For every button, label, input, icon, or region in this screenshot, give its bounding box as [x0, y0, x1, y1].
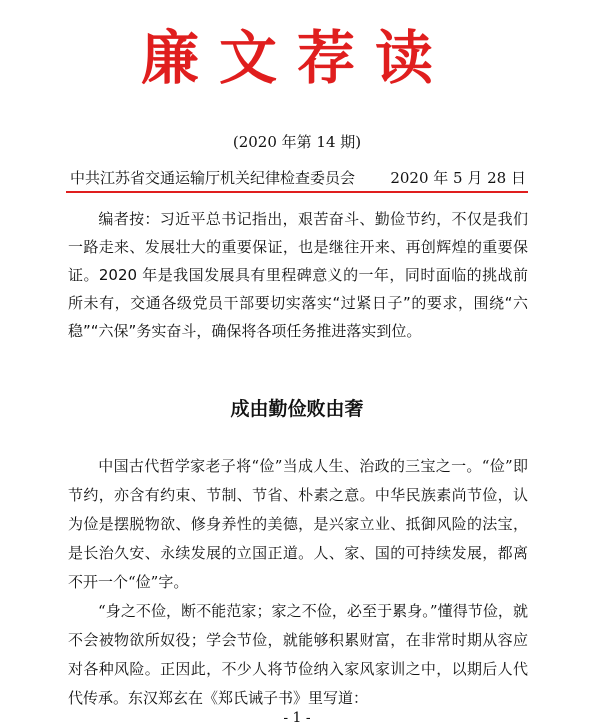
- article-paragraph: [68, 452, 528, 597]
- article-paragraph: [68, 597, 528, 713]
- publish-date: 2020 年 5 月 28 日: [390, 169, 526, 187]
- masthead-title: 廉文荐读: [140, 24, 453, 92]
- article-title: 成由勤俭败由奢: [230, 398, 364, 420]
- page-number: - 1 -: [283, 710, 311, 726]
- article-paragraph-text: 中国古代哲学家老子将“俭”当成人生、治政的三宝之一。“俭”即节约，亦含有约束、节制、节省、朴素之意。中华民族素尚节俭，认为俭是摆脱物欲、修身养性的美德，是兴家立业、抵御风险的法宝，是长治久安、永续发展的立国正道。人、家、国的可持续发展，都离不开一个“俭”字。: [68, 457, 528, 591]
- header-divider: [66, 191, 528, 193]
- organization-name: 中共江苏省交通运输厅机关纪律检查委员会: [70, 169, 356, 187]
- editor-note-text: 编者按：习近平总书记指出，艰苦奋斗、勤俭节约，不仅是我们一路走来、发展壮大的重要保证，也是继往开来、再创辉煌的重要保证。2020 年是我国发展具有里程碑意义的一年，同时面临的挑战前所未有，交通各级党员干部要切实落实“过紧日子”的要求，围绕“六稳”“六保”务实奋斗，确保将各项任务推进落实到位。: [68, 210, 528, 340]
- issue-number: (2020 年第 14 期): [232, 133, 362, 151]
- editor-note: [68, 205, 528, 345]
- article-paragraph-text: “身之不俭，断不能范家；家之不俭，必至于累身。”懂得节俭，就不会被物欲所奴役；学会节俭，就能够积累财富，在非常时期从容应对各种风险。正因此，不少人将节俭纳入家风家训之中，以期后人代代传承。东汉郑玄在《郑氏诫子书》里写道：: [68, 602, 528, 707]
- header-row: [70, 167, 526, 189]
